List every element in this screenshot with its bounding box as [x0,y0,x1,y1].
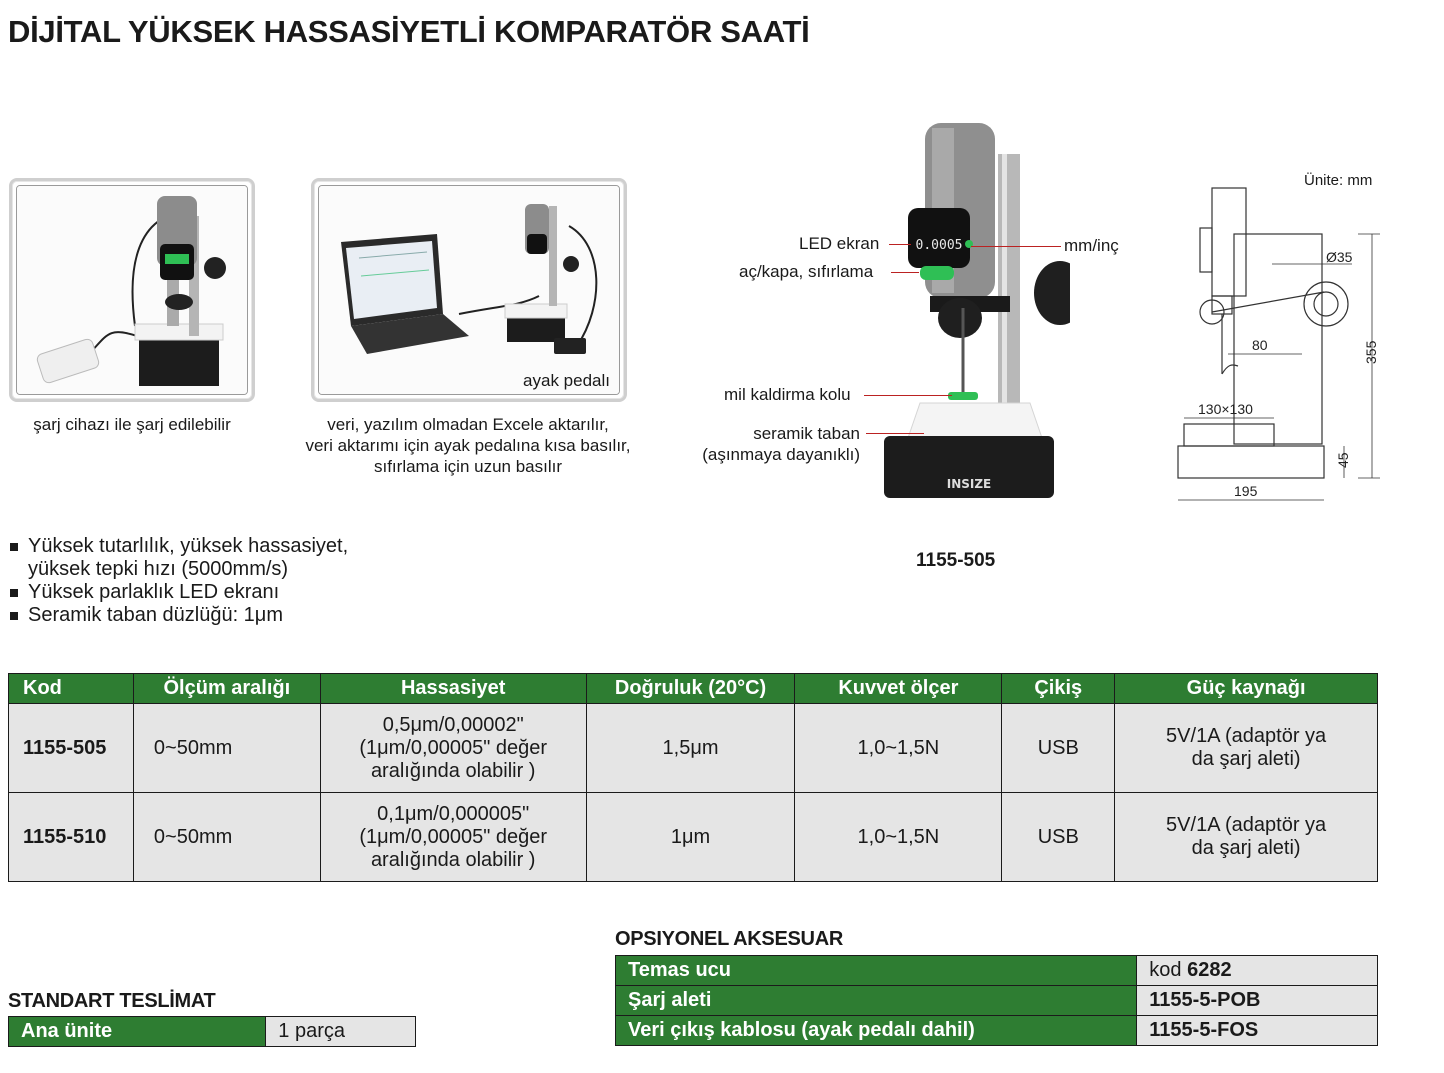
standard-table [8,1016,416,1047]
technical-drawing [1168,184,1394,508]
accessory-code [1137,956,1378,986]
resolution-line: (1μm/0,00005" değer [359,825,548,848]
brand-logo: INSIZE [946,477,992,491]
bullet-icon [10,612,18,620]
accessory-code [1137,1016,1378,1046]
callout-base-line2: (aşınmaya dayanıklı) [702,445,860,464]
power-line: da şarj aleti) [1191,748,1301,770]
callout-base-line1: seramik taban [753,424,860,443]
optional-table [615,955,1378,1046]
resolution-line: 0,1μm/0,000005" [377,802,530,825]
accessory-code [1137,986,1378,1016]
feature-item [8,535,348,558]
table-row [616,1016,1378,1046]
power-line: da şarj aleti) [1191,837,1301,859]
callout-line [971,246,1061,247]
accessory-name: Veri çıkış kablosu (ayak pedalı dahil) [616,1016,1137,1046]
dim-195: 195 [1234,483,1258,499]
feature-text: yüksek tepki hızı (5000mm/s) [28,558,289,580]
table-row [616,956,1378,986]
dim-table: 130×130 [1198,401,1253,417]
callout-line [891,272,919,273]
cell-resolution [320,704,586,793]
bullet-icon [10,543,18,551]
caption-charging: şarj cihazı ile şarj edilebilir [33,415,231,434]
feature-item [8,581,348,604]
standard-title: STANDART TESLİMAT [8,990,216,1012]
page-title: DİJİTAL YÜKSEK HASSASİYETLİ KOMPARATÖR SAATİ [8,14,810,49]
caption-line: veri aktarımı için ayak pedalına kısa basılır, [305,436,631,455]
product-image [870,118,1070,528]
resolution-line: (1μm/0,00005" değer [359,736,548,759]
standard-qty: 1 parça [266,1017,416,1047]
dim-diameter: Ø35 [1326,249,1353,265]
accessory-code-prefix: kod [1149,959,1188,981]
callout-line [866,433,924,434]
callout-line [889,244,911,245]
cell-accuracy: 1,5μm [586,704,795,793]
photo-data-transfer [311,178,627,402]
callout-unit: mm/inç [1064,236,1119,255]
power-line: 5V/1A (adaptör ya [1166,725,1327,747]
resolution-line: 0,5μm/0,00002" [382,713,524,736]
table-row [9,1017,416,1047]
header-cell: Güç kaynağı [1115,674,1378,704]
accessory-code-value: 1155-5-FOS [1149,1019,1259,1041]
cell-code: 1155-505 [9,704,134,793]
spec-table-header [9,674,1378,704]
feature-text: Yüksek tutarlılık, yüksek hassasiyet, [28,535,349,557]
feature-list [8,535,348,627]
feature-item-continued [8,558,348,581]
standard-item: Ana ünite [9,1017,266,1047]
cell-range: 0~50mm [133,704,320,793]
table-row [616,986,1378,1016]
dim-80: 80 [1252,337,1268,353]
resolution-line: aralığında olabilir ) [370,759,536,782]
dim-45: 45 [1335,452,1351,468]
charging-illustration [17,186,248,395]
header-cell: Ölçüm aralığı [133,674,320,704]
drawing-unit: Ünite: mm [1304,172,1373,189]
accessory-code-value: 6282 [1187,959,1232,981]
spec-table [8,673,1378,882]
dim-height: 355 [1363,340,1379,364]
cell-code: 1155-510 [9,793,134,882]
accessory-code-value: 1155-5-POB [1149,989,1261,1011]
product-model: 1155-505 [916,550,996,571]
callout-line [864,395,952,396]
pedal-label: ayak pedalı [523,371,610,390]
cell-output: USB [1002,793,1115,882]
callout-onoff: aç/kapa, sıfırlama [739,262,874,281]
feature-text: Yüksek parlaklık LED ekranı [28,581,280,603]
header-cell: Kod [9,674,134,704]
accessory-name: Temas ucu [616,956,1137,986]
header-cell: Kuvvet ölçer [795,674,1002,704]
resolution-line: aralığında olabilir ) [370,848,536,871]
power-line: 5V/1A (adaptör ya [1166,814,1327,836]
bullet-icon [10,589,18,597]
caption-data-transfer [282,414,654,477]
header-cell: Doğruluk (20°C) [586,674,795,704]
callout-base [686,423,860,465]
feature-text: Seramik taban düzlüğü: 1μm [28,604,283,626]
table-row [9,793,1378,882]
cell-accuracy: 1μm [586,793,795,882]
cell-range: 0~50mm [133,793,320,882]
laptop-illustration [319,186,620,395]
caption-line: sıfırlama için uzun basılır [373,457,562,476]
callout-lever: mil kaldirma kolu [724,385,851,404]
cell-force: 1,0~1,5N [795,793,1002,882]
feature-item [8,604,348,627]
cell-power [1115,793,1378,882]
cell-power [1115,704,1378,793]
cell-force: 1,0~1,5N [795,704,1002,793]
table-row [9,704,1378,793]
accessory-name: Şarj aleti [616,986,1137,1016]
cell-output: USB [1002,704,1115,793]
header-cell: Hassasiyet [320,674,586,704]
optional-title: OPSIYONEL AKSESUAR [615,928,843,950]
header-cell: Çikiş [1002,674,1115,704]
led-display-value: 0.0005 [915,238,963,253]
photo-charging [9,178,255,402]
callout-led: LED ekran [799,234,880,253]
cell-resolution [320,793,586,882]
caption-line: veri, yazılım olmadan Excele aktarılır, [327,415,609,434]
